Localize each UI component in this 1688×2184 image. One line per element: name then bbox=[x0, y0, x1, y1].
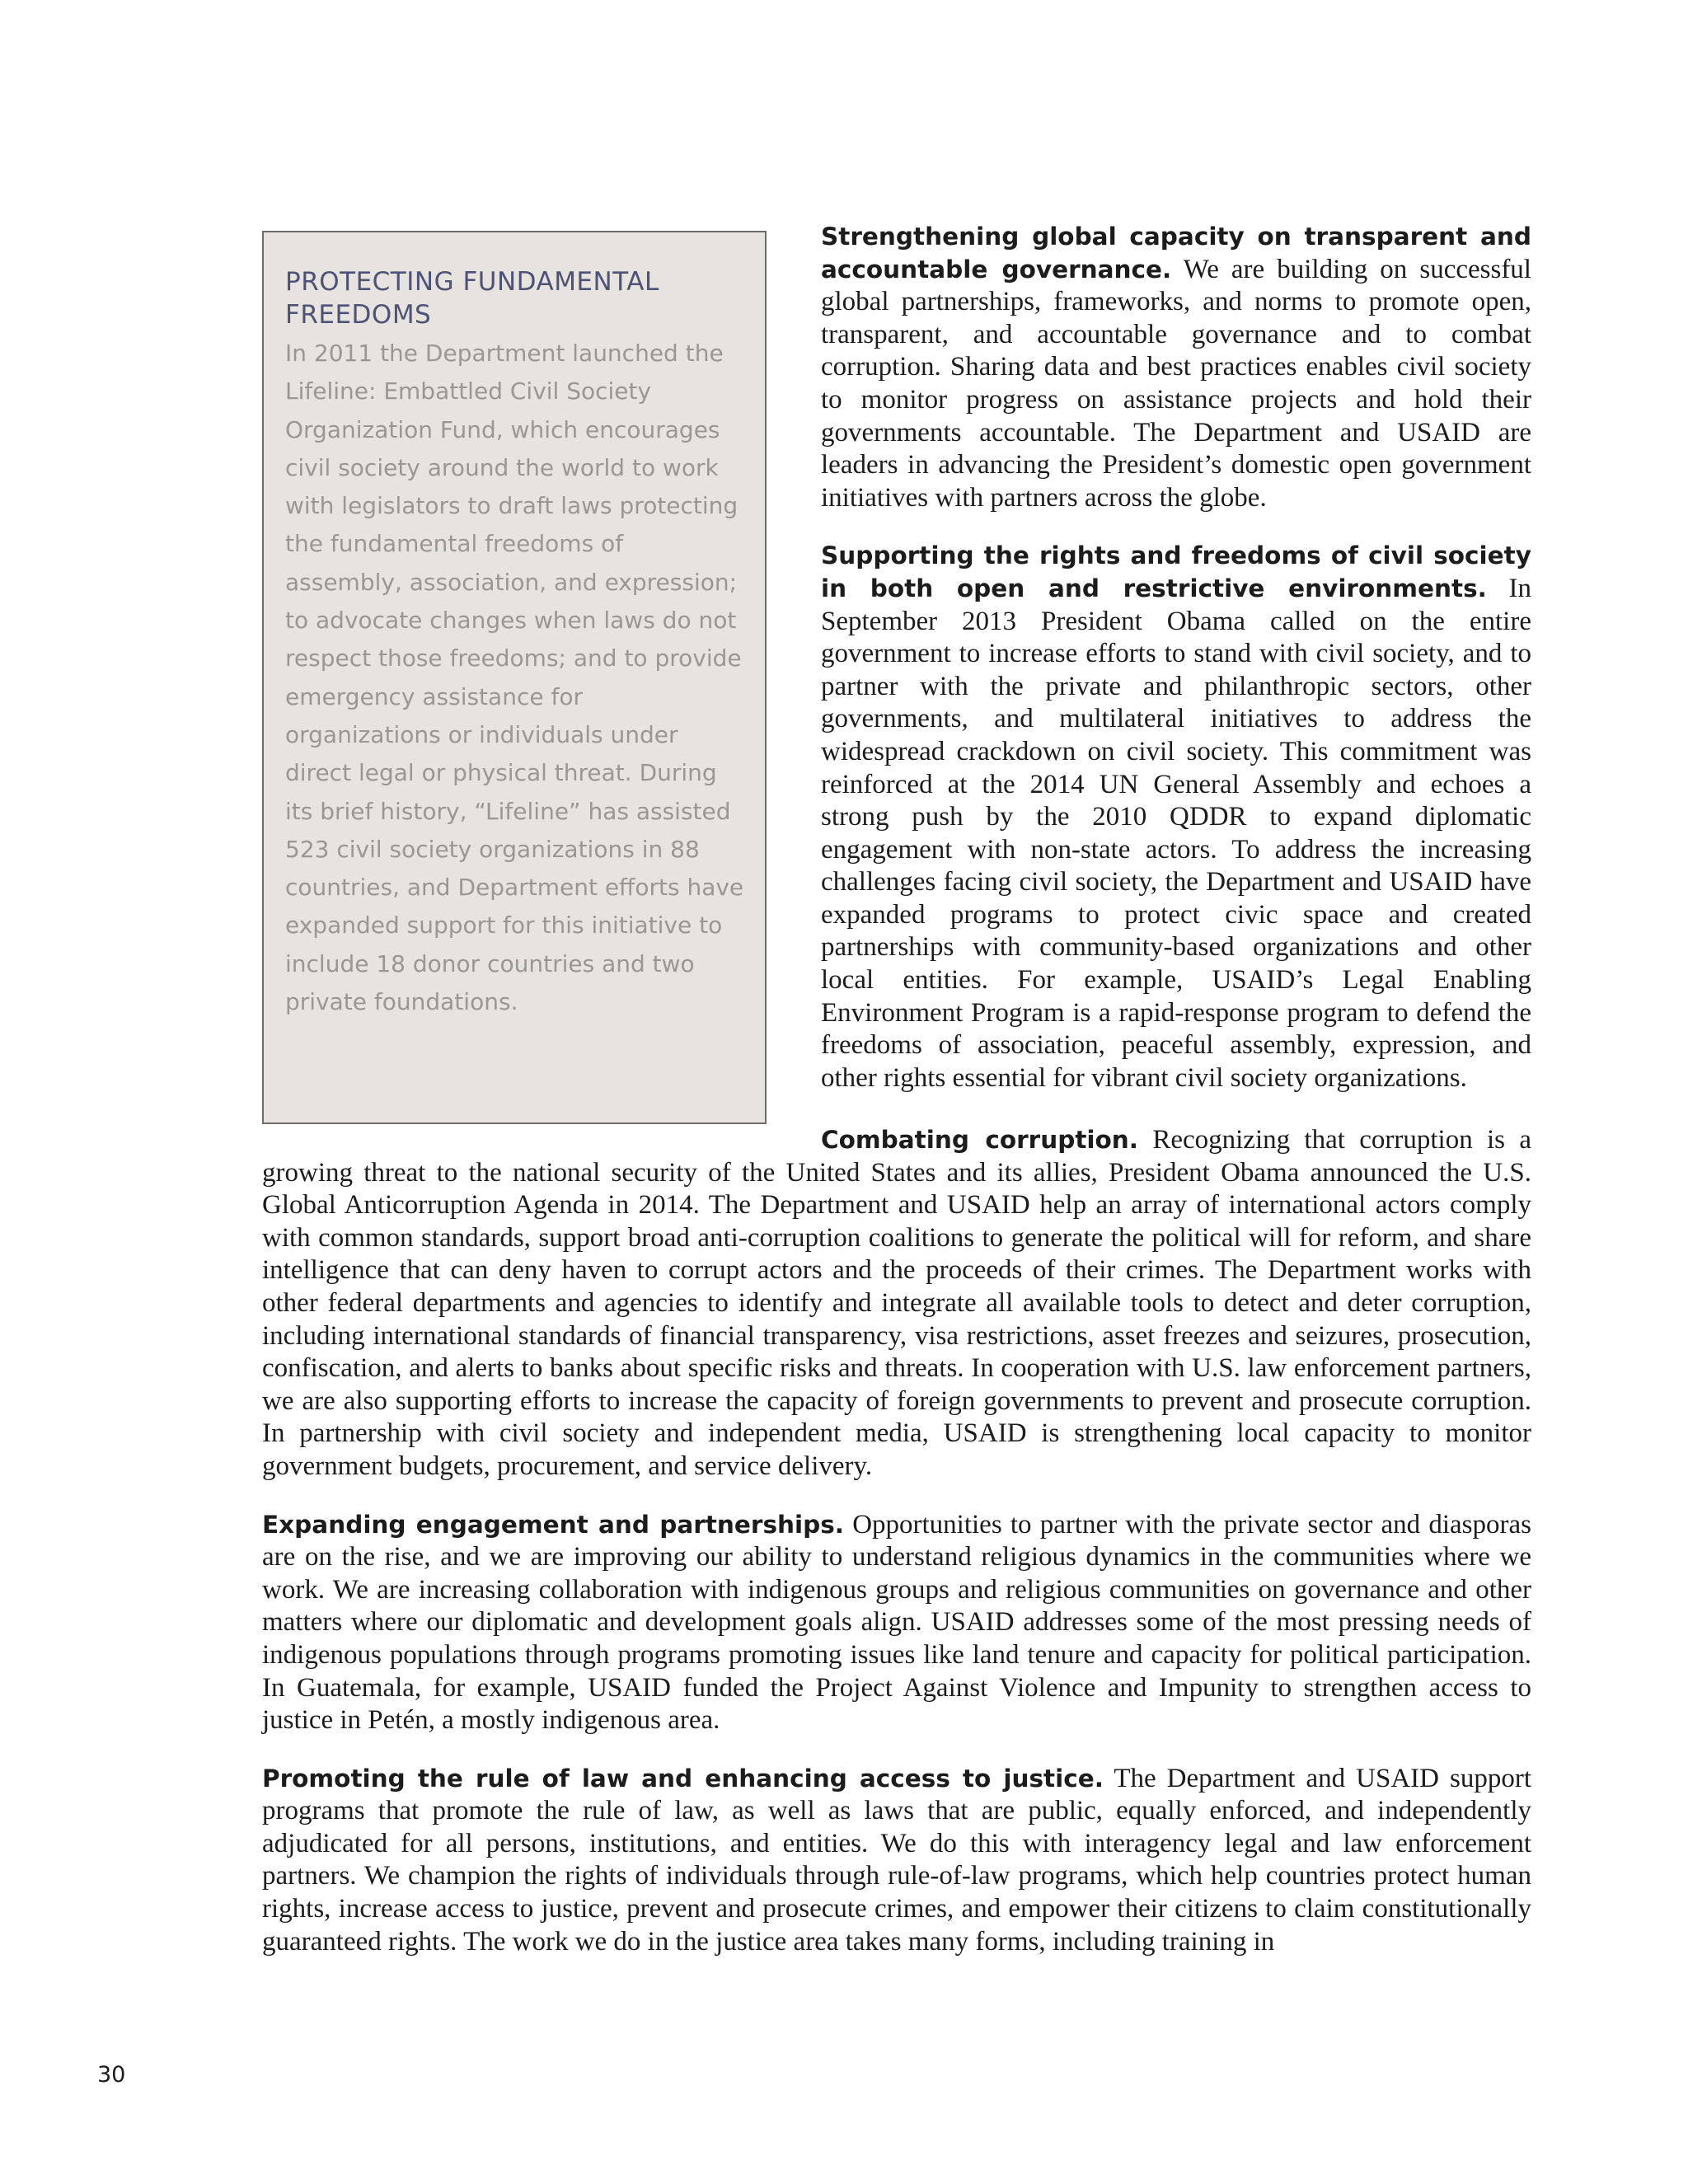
section-text: We are building on successful global partnerships, frameworks, and norms to promote open, transparent, and accountable governance and to combat corruption. Sharing data and best practices enables civil society to monitor progress on assistance projects and hold their governments accountable. The Department and USAID are leaders in advancing the President’s domestic open government initiatives with partners across the globe. bbox=[821, 254, 1531, 513]
section-heading: Combating corruption. bbox=[821, 1126, 1139, 1154]
section-heading: Expanding engagement and partnerships. bbox=[262, 1510, 844, 1539]
section-text: Opportunities to partner with the private sector and diasporas are on the rise, and we are improving our ability to understand religious dynamics in the communities where we work. We are increasing collaboration with indigenous groups and religious communities on governance and other matters where our diplomatic and development goals align. USAID addresses some of the most pressing needs of indigenous populations through programs promoting issues like land tenure and capacity for political participation. In Guatemala, for example, USAID funded the Project Against Violence and Impunity to strengthen access to justice in Petén, a mostly indigenous area. bbox=[262, 1509, 1531, 1736]
section-corruption bbox=[262, 1124, 1531, 1483]
page-number: 30 bbox=[97, 2062, 126, 2088]
sidebar-box bbox=[262, 231, 767, 1124]
section-text: Recognizing that corruption is a growing threat to the national security of the United States and its allies, President Obama announced the U.S. Global Anticorruption Agenda in 2014. The Department and USAID help an array of international actors comply with common standards, support broad anti-corruption coalitions to generate the political will for reform, and share intelligence that can deny haven to corrupt actors and the proceeds of their crimes. The Department works with other federal departments and agencies to identify and integrate all available tools to detect and deter corruption, including international standards of financial transparency, visa restrictions, asset freezes and seizures, prosecution, confiscation, and alerts to banks about specific risks and threats. In cooperation with U.S. law enforcement partners, we are also supporting efforts to increase the capacity of foreign governments to prevent and prosecute corruption. In partnership with civil society and independent media, USAID is strengthening local capacity to monitor government budgets, procurement, and service delivery. bbox=[262, 1125, 1531, 1481]
section-partnerships bbox=[262, 1509, 1531, 1737]
section-heading: Supporting the rights and freedoms of civil society in both open and restrictive environments. bbox=[821, 541, 1531, 602]
section-text: The Department and USAID support programs that promote the rule of law, as well as laws that are public, equally enforced, and independently adjudicated for all persons, institutions, and entities. We do this with interagency legal and law enforcement partners. We champion the rights of individuals through rule-of-law programs, which help countries protect human rights, increase access to justice, prevent and prosecute crimes, and empower their citizens to claim constitutionally guaranteed rights. The work we do in the justice area takes many forms, including training in bbox=[262, 1763, 1531, 1957]
section-heading: Strengthening global capacity on transparent and accountable governance. bbox=[821, 223, 1531, 284]
sidebar-title: PROTECTING FUNDAMENTAL FREEDOMS bbox=[285, 267, 659, 330]
section-text: In September 2013 President Obama called on the entire government to increase efforts to stand with civil society, and to partner with the private and philanthropic sectors, other governments, and multilateral initiatives to address the widespread crackdown on civil society. This commitment was reinforced at the 2014 UN General Assembly and echoes a strong push by the 2010 QDDR to expand diplomatic engagement with non-state actors. To address the increasing challenges facing civil society, the Department and USAID have expanded programs to protect civic space and created partnerships with community-based organizations and other local entities. For example, USAID’s Legal Enabling Environment Program is a rapid-response program to defend the freedoms of association, peaceful assembly, expression, and other rights essential for vibrant civil society organizations. bbox=[821, 573, 1531, 1093]
right-column bbox=[821, 221, 1531, 1120]
section-heading: Promoting the rule of law and enhancing access to justice. bbox=[262, 1764, 1104, 1793]
sidebar-body: In 2011 the Department launched the Lifeline: Embattled Civil Society Organization Fund, which encourages civil society around the world to work with legislators to draft laws protecting the fundamental freedoms of assembly, association, and expression; to advocate changes when laws do not respect those freedoms; and to provide emergency assistance for organizations or individuals under direct legal or physical threat. During its brief history, “Lifeline” has assisted 523 civil society organizations in 88 countries, and Department efforts have expanded support for this initiative to include 18 donor countries and two private foundations. bbox=[285, 340, 744, 1016]
section-rule-of-law bbox=[262, 1763, 1531, 1959]
section-civil-society bbox=[821, 540, 1531, 1094]
full-width-column bbox=[262, 1124, 1531, 1984]
section-transparent-governance bbox=[821, 221, 1531, 514]
